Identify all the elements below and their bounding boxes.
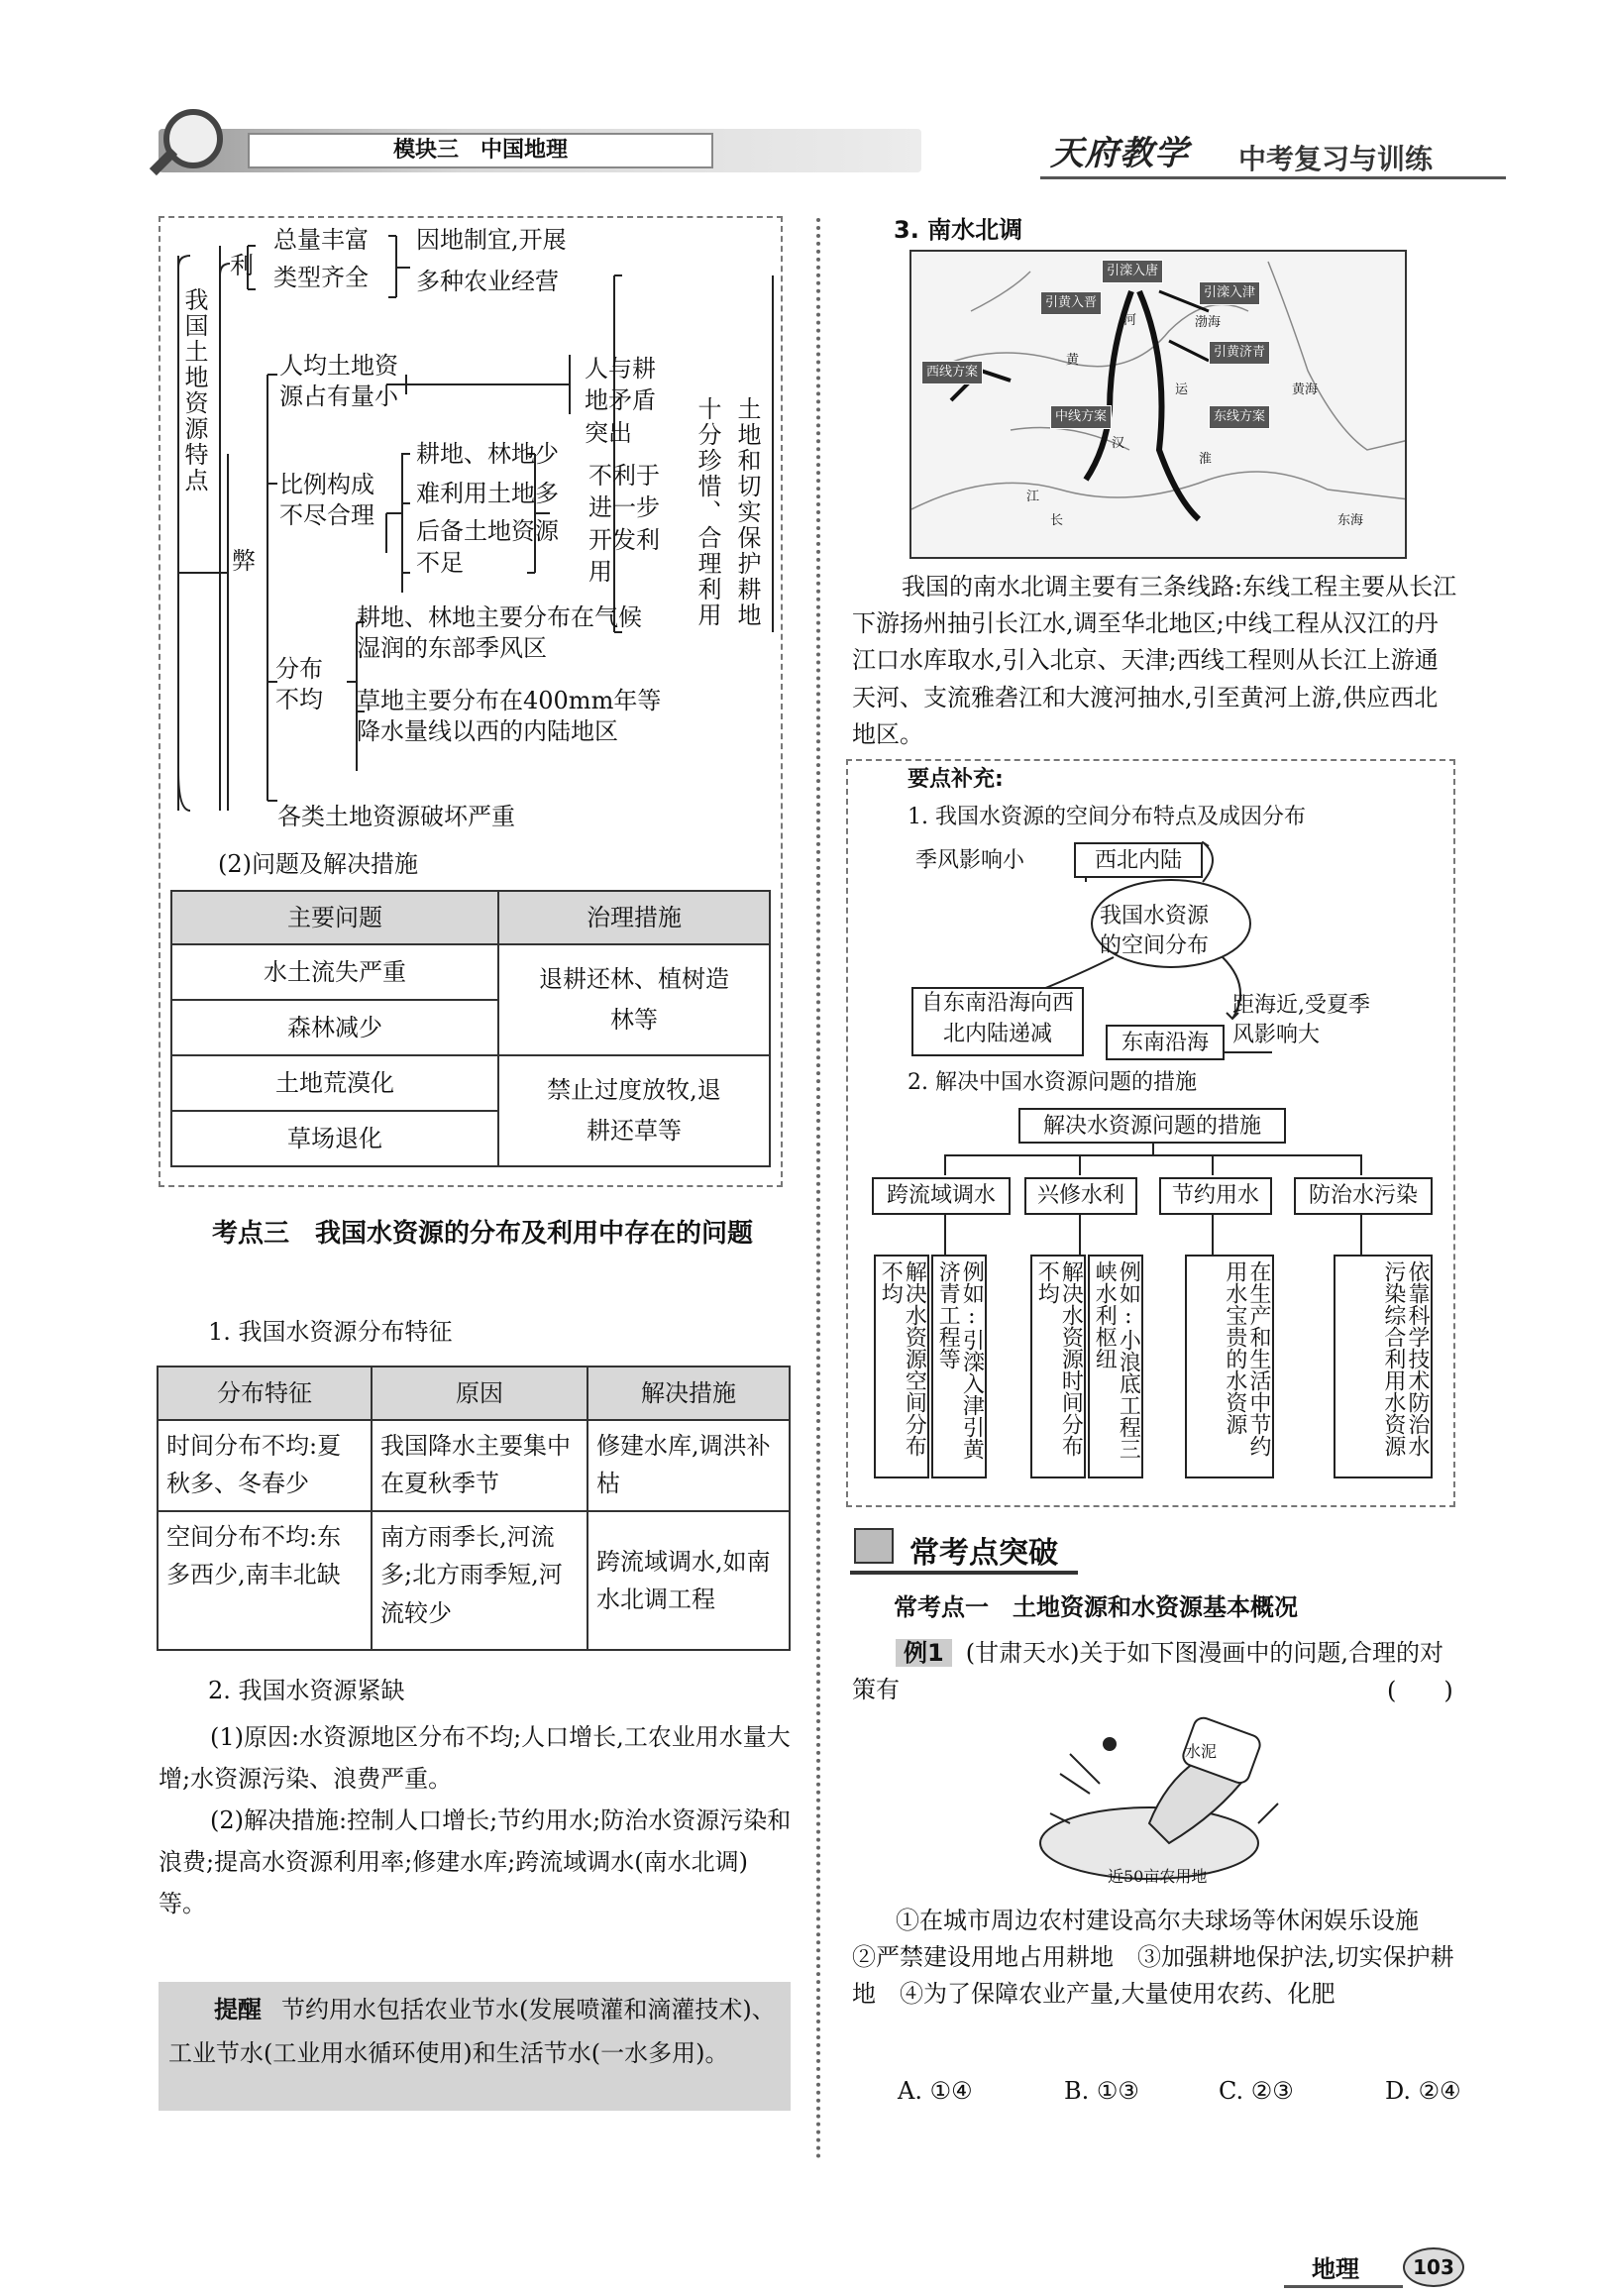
detail-box: 例如:小浪底工程三峡水利枢纽 (1088, 1255, 1143, 1478)
map-label: 引黄济青 (1209, 341, 1270, 365)
map-label: 中线方案 (1050, 405, 1112, 429)
hint-text: 节约用水包括农业节水(发展喷灌和滴灌技术)、工业节水(工业用水循环使用)和生活节水(一水多用)。 (168, 1996, 776, 2068)
map-word: 河 (1123, 313, 1137, 328)
kaodian3-sub1: 1. 我国水资源分布特征 (208, 1318, 453, 1346)
li-result-2: 多种农业经营 (416, 268, 559, 295)
bi-item-c1: 耕地、林地主要分布在气候湿润的东部季风区 (357, 603, 642, 663)
solution-header: 解决措施 (587, 1367, 790, 1420)
branch-box: 节约用水 (1159, 1177, 1272, 1215)
brand-subtitle: 中考复习与训练 (1238, 143, 1434, 175)
problem-title: (2)问题及解决措施 (218, 850, 418, 878)
answer-bracket: ( ) (1387, 1677, 1453, 1704)
cartoon-label-1: 水泥 (1185, 1742, 1218, 1761)
choice-d[interactable]: D. ②④ (1385, 2077, 1461, 2105)
choice-a[interactable]: A. ①④ (898, 2077, 973, 2105)
bi-item-b: 比例构成不尽合理 (279, 471, 374, 530)
map-word: 长 (1050, 513, 1064, 528)
footer-line (1284, 2285, 1403, 2288)
land-root-label: 我国土地资源特点 (180, 287, 208, 493)
branch-box: 防治水污染 (1294, 1177, 1433, 1215)
kaodian3-title: 考点三 我国水资源的分布及利用中存在的问题 (212, 1219, 754, 1249)
result-a: 人与耕地矛盾突出 (585, 355, 656, 447)
bi-item-b1: 耕地、林地少 (416, 440, 559, 468)
map-label: 引黄入晋 (1040, 291, 1102, 315)
li-result-1: 因地制宜,开展 (416, 226, 567, 254)
detail-box: 解决水资源空间分布不均 (874, 1255, 929, 1478)
page-number: 103 (1403, 2247, 1464, 2287)
example-label: 例1 (896, 1639, 952, 1667)
detail-box: 在生产和生活中节约用水宝贵的水资源 (1185, 1255, 1274, 1478)
measure-header: 治理措施 (498, 891, 770, 944)
nsbd-title: 3. 南水北调 (894, 216, 1023, 244)
supplement-s1: 1. 我国水资源的空间分布特点及成因分布 (908, 805, 1306, 829)
nsbd-text: 我国的南水北调主要有三条线路:东线工程主要从长江下游扬州抽引长江水,调至华北地区;中线工程从汉江的丹江口水库取水,引入北京、天津;西线工程则从长江上游通天河、支流雅砻江和大渡河抽水,引至黄河上游,供应西北地区。 (852, 573, 1457, 748)
detail-box: 解决水资源时间分布不均 (1030, 1255, 1086, 1478)
nw-box: 西北内陆 (1074, 842, 1203, 878)
nw-cause: 季风影响小 (915, 848, 1025, 873)
li-item-2: 类型齐全 (273, 264, 369, 291)
supplement-s2: 2. 解决中国水资源问题的措施 (908, 1070, 1197, 1095)
practice-point: 常考点一 土地资源和水资源基本概况 (894, 1593, 1298, 1621)
options-text: ①在城市周边农村建设高尔夫球场等休闲娱乐设施 ②严禁建设用地占用耕地 ③加强耕地保护法,切实保护耕地 ④为了保障农业产量,大量使用农药、化肥 (852, 1907, 1454, 2009)
practice-underline (850, 1571, 1078, 1575)
bi-item-a: 人均土地资源占有量小 (279, 352, 398, 411)
map-word: 黄 (1066, 353, 1080, 368)
water-cause-text: (1)原因:水资源地区分布不均;人口增长,工农业用水量大增;水资源污染、浪费严重。 (159, 1723, 791, 1793)
water-measure-text: (2)解决措施:控制人口增长;节约用水;防治水资源污染和浪费;提高水资源利用率;修建水库;跨流域调水(南水北调)等。 (159, 1806, 792, 1917)
east-route-line (1139, 291, 1199, 519)
map-label: 引滦入津 (1199, 281, 1260, 305)
map-label: 东线方案 (1209, 405, 1270, 429)
table-cell: 南方雨季长,河流多;北方雨季短,河流较少 (372, 1511, 587, 1650)
bi-item-c: 分布不均 (275, 655, 323, 714)
bi-item-b2: 难利用土地多 (416, 480, 559, 507)
table-cell: 空间分布不均:东多西少,南丰北缺 (158, 1511, 372, 1650)
bi-label: 弊 (232, 547, 256, 575)
detail-box: 例如:引滦入津引黄济青工程等 (931, 1255, 987, 1478)
table-cell: 时间分布不均:夏秋多、冬春少 (158, 1420, 372, 1511)
map-label: 引滦入唐 (1102, 260, 1163, 283)
center-label: 我国水资源的空间分布 (1099, 904, 1209, 958)
table-cell: 我国降水主要集中在夏秋季节 (372, 1420, 587, 1511)
choice-c[interactable]: C. ②③ (1219, 2077, 1294, 2105)
problem-header: 主要问题 (171, 891, 498, 944)
footer-subject: 地理 (1312, 2255, 1359, 2283)
measure-root-box: 解决水资源问题的措施 (1018, 1108, 1286, 1144)
conclusion-1: 十分珍惜、合理利用 (694, 396, 721, 628)
practice-section-title: 常考点突破 (909, 1536, 1058, 1571)
branch-box: 兴修水利 (1024, 1177, 1137, 1215)
books-icon (854, 1528, 894, 1564)
reason-header: 原因 (372, 1367, 587, 1420)
supplement-title: 要点补充: (908, 767, 1004, 792)
problem-row: 土地荒漠化 (171, 1055, 498, 1111)
example-question (852, 1635, 1458, 1708)
hint-content (168, 1988, 783, 2076)
problem-row: 水土流失严重 (171, 944, 498, 1000)
map-word: 汉 (1112, 436, 1125, 451)
map-word: 渤海 (1195, 315, 1222, 330)
problem-table (170, 890, 771, 1167)
brand-logo: 天府教学 (1050, 134, 1189, 173)
module-title: 模块三 中国地理 (248, 133, 713, 168)
map-word: 黄海 (1292, 383, 1319, 397)
bi-item-c2: 草地主要分布在400mm年等降水量线以西的内陆地区 (357, 687, 662, 746)
nsbd-map (909, 250, 1407, 559)
choice-b[interactable]: B. ①③ (1064, 2077, 1139, 2105)
column-separator (816, 218, 820, 2160)
measure-cell: 退耕还林、植树造林等 (498, 944, 770, 1055)
brand-underline (1040, 176, 1506, 179)
problem-row: 草场退化 (171, 1111, 498, 1166)
kaodian3-sub2: 2. 我国水资源紧缺 (208, 1677, 405, 1704)
li-label: 利 (230, 252, 254, 279)
map-word: 东海 (1337, 513, 1364, 528)
result-b: 不利于进一步开发利用 (588, 462, 660, 587)
hint-label: 提醒 (214, 1996, 262, 2023)
bi-item-d: 各类土地资源破坏严重 (277, 803, 515, 830)
map-word: 淮 (1199, 452, 1213, 467)
feature-header: 分布特征 (158, 1367, 372, 1420)
se-cause: 距海近,受夏季风影响大 (1232, 993, 1370, 1047)
table-cell: 跨流域调水,如南水北调工程 (587, 1511, 790, 1650)
conclusion-2: 土地和切实保护耕地 (733, 396, 761, 628)
map-word: 江 (1026, 490, 1040, 504)
problem-row: 森林减少 (171, 1000, 498, 1055)
map-word: 运 (1175, 383, 1189, 397)
map-drawing (911, 252, 1407, 559)
branch-box: 跨流域调水 (872, 1177, 1011, 1215)
se-box: 东南沿海 (1106, 1025, 1225, 1060)
li-item-1: 总量丰富 (273, 226, 369, 254)
bi-item-b3: 后备土地资源不足 (416, 517, 559, 578)
table-cell: 修建水库,调洪补枯 (587, 1420, 790, 1511)
cartoon-label-2: 近50亩农用地 (1108, 1867, 1208, 1886)
measure-cell: 禁止过度放牧,退耕还草等 (498, 1055, 770, 1166)
trend-box: 自东南沿海向西北内陆递减 (911, 987, 1084, 1056)
detail-box: 依靠科学技术防治水污染综合利用水资源 (1334, 1255, 1433, 1478)
map-label: 西线方案 (921, 361, 983, 384)
question-text: (甘肃天水)关于如下图漫画中的问题,合理的对策有 (852, 1639, 1444, 1704)
water-feature-table (157, 1366, 791, 1651)
